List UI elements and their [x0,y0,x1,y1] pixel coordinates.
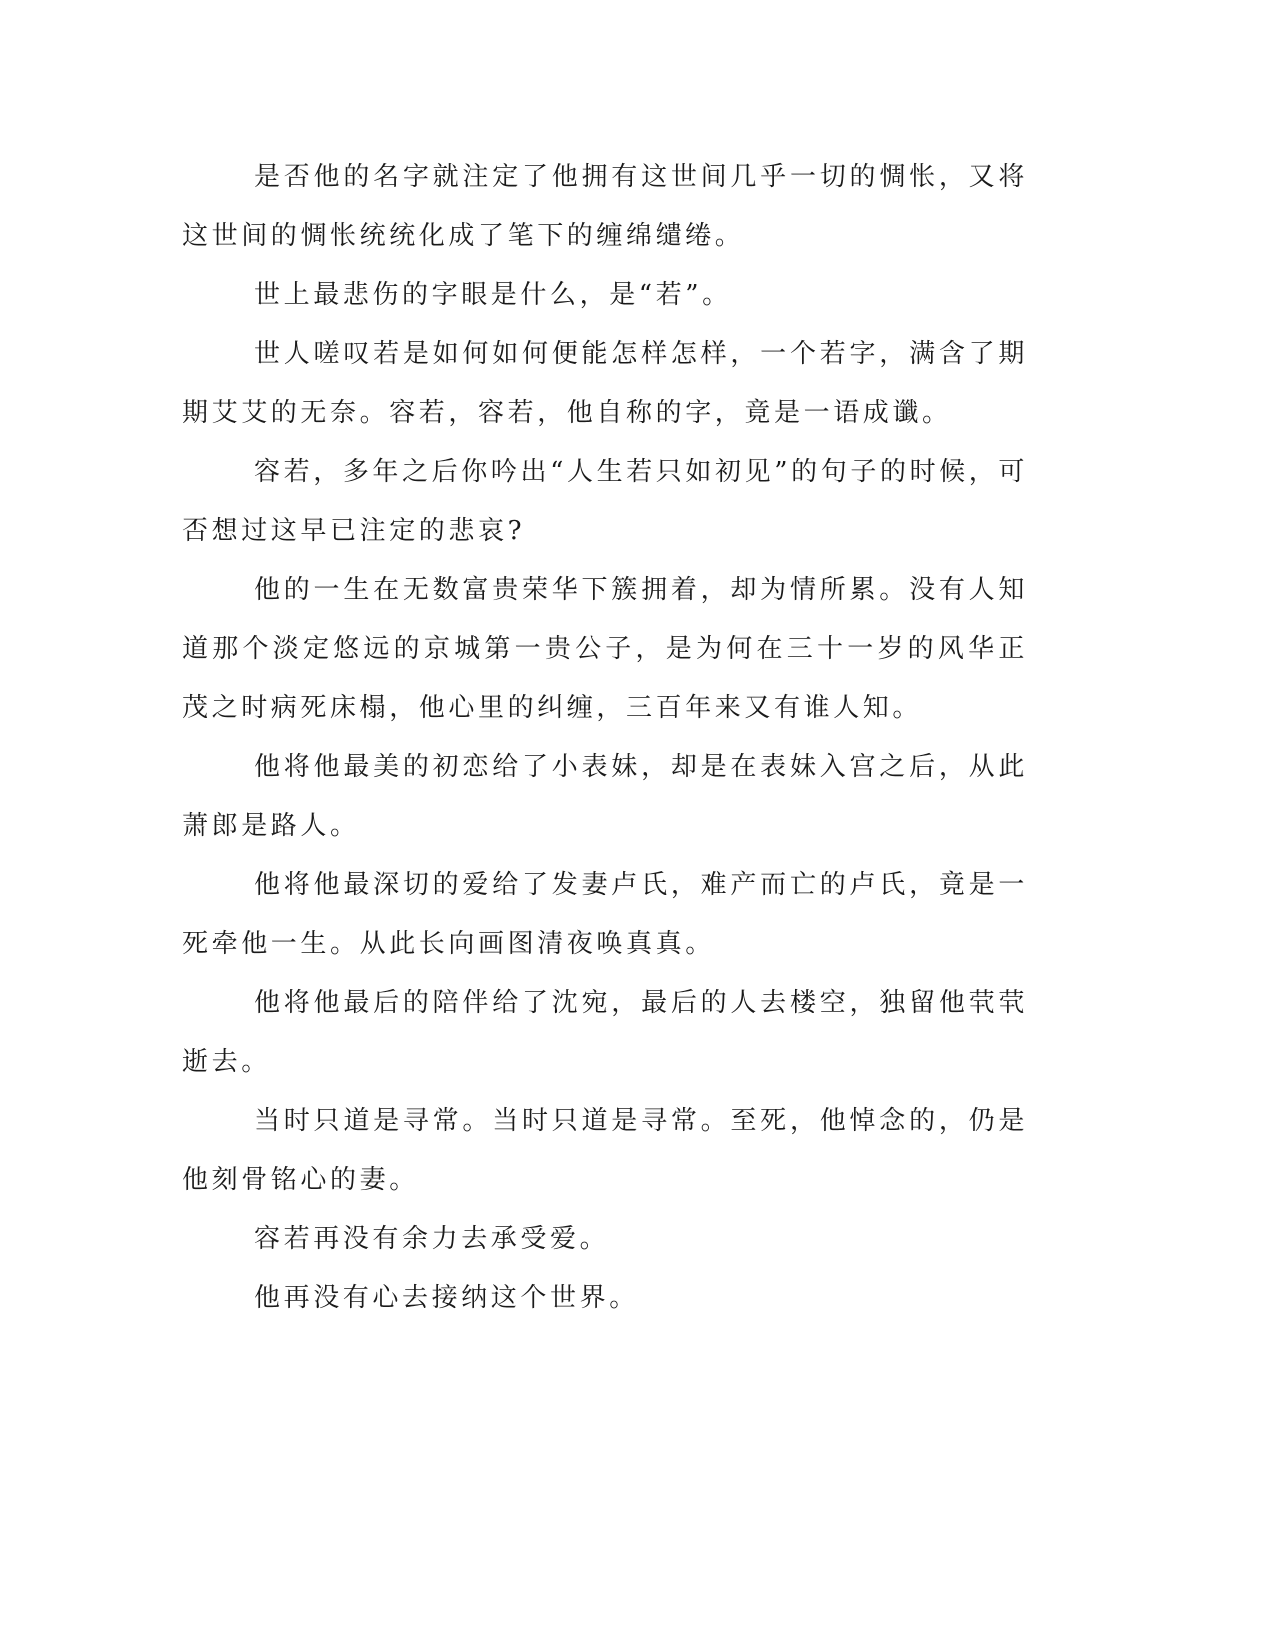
paragraph: 他的一生在无数富贵荣华下簇拥着，却为情所累。没有人知道那个淡定悠远的京城第一贵公子，是为何在三十一岁的风华正茂之时病死床榻，他心里的纠缠，三百年来又有谁人知。 [182,575,1028,723]
document-page [182,148,1028,1328]
paragraph: 他再没有心去接纳这个世界。 [254,1283,639,1313]
paragraph: 容若再没有余力去承受爱。 [254,1224,610,1254]
paragraph: 他将他最深切的爱给了发妻卢氏，难产而亡的卢氏，竟是一死牵他一生。从此长向画图清夜唤真真。 [182,870,1028,959]
paragraph: 容若，多年之后你吟出“人生若只如初见”的句子的时候，可否想过这早已注定的悲哀? [182,457,1028,546]
paragraph: 他将他最后的陪伴给了沈宛，最后的人去楼空，独留他茕茕逝去。 [182,988,1028,1077]
paragraph: 是否他的名字就注定了他拥有这世间几乎一切的惆怅，又将这世间的惆怅统统化成了笔下的缠绵缱绻。 [182,162,1028,251]
paragraph: 世人嗟叹若是如何如何便能怎样怎样，一个若字，满含了期期艾艾的无奈。容若，容若，他自称的字，竟是一语成谶。 [182,339,1028,428]
paragraph: 当时只道是寻常。当时只道是寻常。至死，他悼念的，仍是他刻骨铭心的妻。 [182,1106,1028,1195]
paragraph: 世上最悲伤的字眼是什么，是“若”。 [254,280,732,310]
paragraph: 他将他最美的初恋给了小表妹，却是在表妹入宫之后，从此萧郎是路人。 [182,752,1028,841]
